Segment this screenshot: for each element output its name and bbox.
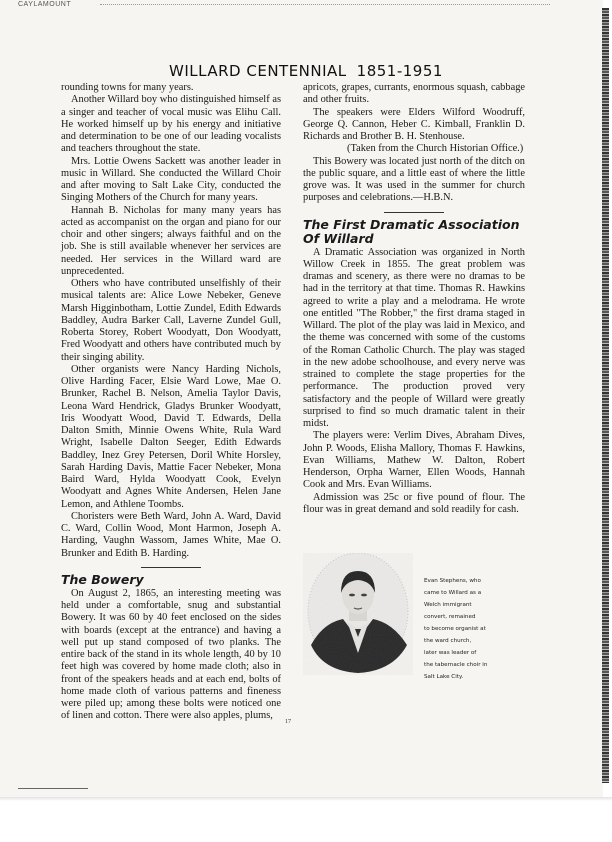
binding-edge <box>602 8 609 783</box>
caption-line: to become organist at <box>424 626 486 632</box>
caption-line: Welch immigrant <box>424 602 472 608</box>
photo-caption <box>424 575 514 683</box>
section-divider <box>141 567 201 568</box>
caption-line: convert, remained <box>424 614 476 620</box>
source-note: (Taken from the Church Historian Office.) <box>347 143 524 155</box>
caption-line: came to Willard as a <box>424 590 482 596</box>
caption-line: the ward church, <box>424 638 472 644</box>
paragraph: Another Willard boy who distinguished himself as a singer and teacher of vocal music was Elihu Call. He worked himself up by his energy and initiative and determination to be one of our leading vocalists and teachers throughout the state. <box>61 94 281 155</box>
paragraph: On August 2, 1865, an interesting meeting was held under a comfortable, snug and substantial Bowery. It was 60 by 40 feet enclosed on the sides with boards (except at the entrance) and having a well put up stand composed of two planks. The entire back of the stand in its whole length, 40 by 10 feet high was covered by home made cloth; also in front of the speakers heads and at each end, bolts of home made cloth of various patterns and fineness were piled up; among these bolts were noticed one of linen and cotton. There were also apples, plums, <box>61 587 281 722</box>
title-years: 1851-1951 <box>356 62 443 80</box>
page-title <box>0 62 612 80</box>
paragraph: The players were: Verlim Dives, Abraham Dives, John P. Woods, Elisha Mallory, Thomas F. Hawkins, Evan Williams, Mathew W. Dalton, Robert Henderson, Orpha Warner, Ellen Woods, Hannah Cook and Mrs. Evan Williams. <box>303 430 525 491</box>
right-column <box>303 82 525 516</box>
paragraph: apricots, grapes, currants, enormous squash, cabbage and other fruits. <box>303 82 525 106</box>
caption-line: Salt Lake City. <box>424 674 464 680</box>
caption-line: later was leader of <box>424 650 477 656</box>
paragraph: Mrs. Lottie Owens Sackett was another leader in music in Willard. She conducted the Willard Choir and after moving to Salt Lake City, conducted the Singing Mothers of the Church for many years. <box>61 155 281 204</box>
portrait-image <box>303 553 413 675</box>
paragraph: This Bowery was located just north of the ditch on the public square, and a little east of where the little grove was. It was used in the summer for church purposes and celebrations.—H.B.N. <box>303 155 525 204</box>
section-heading-bowery: The Bowery <box>61 571 144 587</box>
paragraph: The speakers were Elders Wilford Woodruff, George Q. Cannon, Heber C. Kimball, Franklin D. Richards and Brother B. H. Stenhouse. <box>303 106 525 142</box>
section-heading-dramatic-association: The First Dramatic Association Of Willard <box>303 216 520 246</box>
caption-line: Evan Stephens, who <box>424 578 481 584</box>
paragraph: Admission was 25c or five pound of flour. The flour was in great demand and sold readily for cash. <box>303 491 525 515</box>
paragraph: Others who have contributed unselfishly of their musical talents are: Alice Lowe Nebeker, Geneve Marsh Higginbotham, Lottie Zundel, Edith Edwards Baddley, Audra Barker Call, Laverne Zundel Gull, Roberta Storey, Robert Woodyatt, Don Woodyatt, Fred Woodyatt and others have contributed much by their singing ability. <box>61 278 281 363</box>
portrait-photo <box>303 553 413 675</box>
running-head: CAYLAMOUNT <box>18 1 72 8</box>
header-dotted-line <box>100 4 550 6</box>
section-divider <box>384 212 444 213</box>
page-number: 17 <box>285 719 291 725</box>
paragraph: rounding towns for many years. <box>61 82 194 93</box>
page-edge-shadow <box>0 797 612 801</box>
paragraph: Hannah B. Nicholas for many many years has acted as accompanist on the organ and piano for our choir and other singers; always faithful and on the job. She is still available whenever her services are needed. Her services in the Willard ward are unprecedented. <box>61 204 281 277</box>
paragraph: A Dramatic Association was organized in North Willow Creek in 1855. The great problem was dramas and scenery, as there were no dramas to be had in the territory at that time. Thomas R. Hawkins agreed to write a play and a melodrama. He wrote one entitled "The Robber," the first drama staged in Willard. The plot of the play was laid in Mexico, and the theme was concerned with some of the customs of the Roman Catholic Church. The play was staged in the new adobe schoolhouse, and every nerve was strained to complete the stage properties for the performance. The production proved very satisfactory and the people of Willard were greatly surprised to find so much dramatic talent in their midst. <box>303 246 525 429</box>
caption-line: the tabernacle choir in <box>424 662 488 668</box>
left-column <box>61 82 281 723</box>
paragraph: Choristers were Beth Ward, John A. Ward, David C. Ward, Collin Wood, Mont Harmon, Joseph A. Harding, Vaughn Wassom, James White, Mae O. Brunker and Edith B. Harding. <box>61 510 281 559</box>
paragraph: Other organists were Nancy Harding Nichols, Olive Harding Facer, Elsie Ward Lowe, Mae O. Brunker, Rachel B. Nelson, Amelia Taylor Davis, Leona Ward Hendrick, Gladys Brunker Woodyatt, Iris Woodyatt Wood, David T. Edwards, Della Dalton Smith, Minnie Owens White, Rula Ward Wright, Isabelle Dalton Seeger, Edith Edwards Baddley, Inez Grey Petersen, Doril White Horsley, Sarah Harding Davis, Mattie Facer Nebeker, Mona Baird Ward, Hylda Woodyatt Cook, Evelyn Woodyatt and Agnes White Andersen, Helen Jane Lemon, and Athlene Toombs. <box>61 363 281 510</box>
title-text: WILLARD CENTENNIAL <box>169 62 347 80</box>
footer-line <box>18 788 88 789</box>
